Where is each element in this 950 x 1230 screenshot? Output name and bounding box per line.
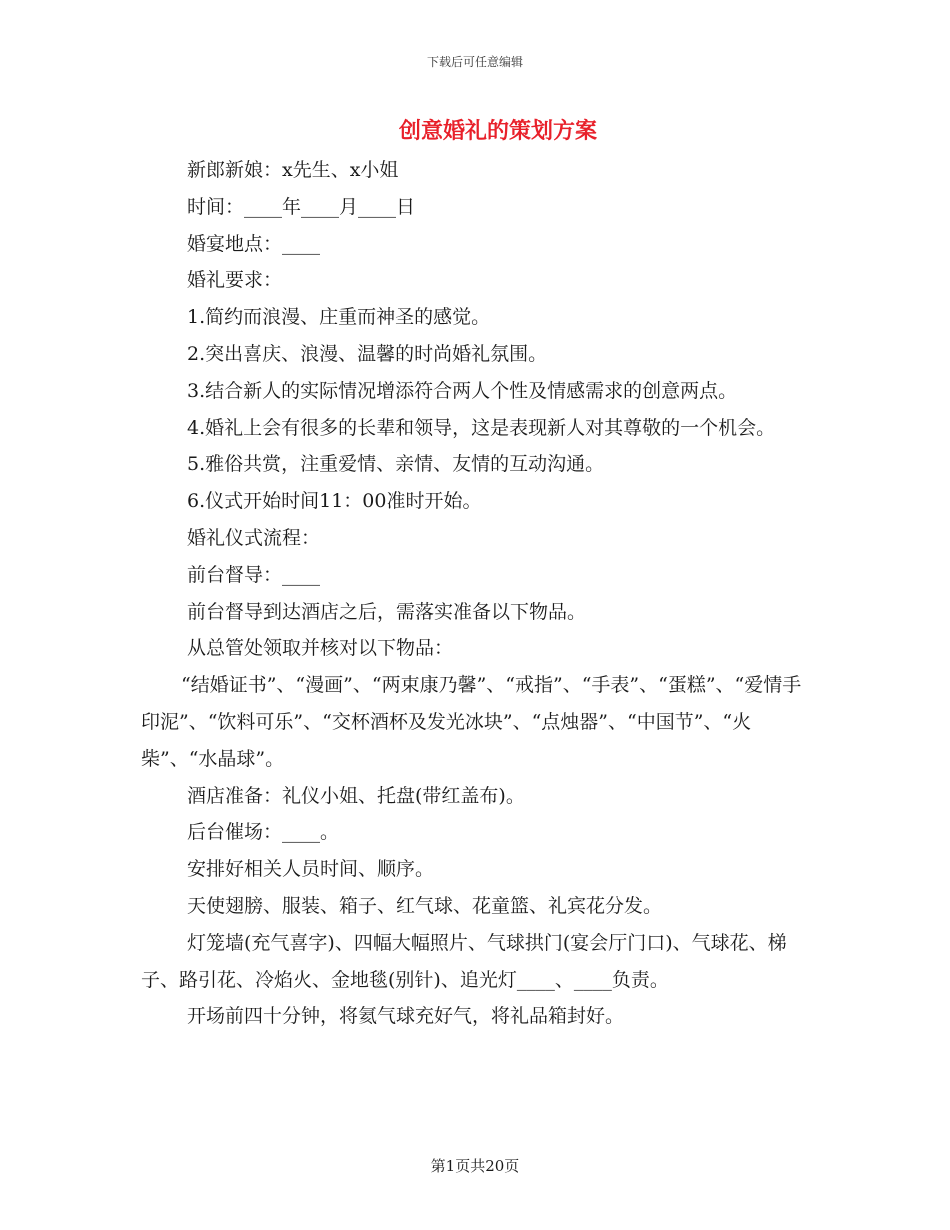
paragraph-requirement-2: 2.突出喜庆、浪漫、温馨的时尚婚礼氛围。 [187, 342, 548, 365]
paragraph-hotel-prep: 酒店准备：礼仪小姐、托盘(带红盖布)。 [187, 784, 525, 807]
paragraph-front-supervisor: 前台督导：____ [187, 563, 321, 586]
paragraph-requirement-5: 5.雅俗共赏，注重爱情、亲情、友情的互动沟通。 [187, 453, 605, 476]
paragraph-item-list: “结婚证书”、“漫画”、“两束康乃馨”、“戒指”、“手表”、“蛋糕”、“爱情手印泥”、“饮料可乐”、“交杯酒杯及发光冰块”、“点烛器”、“中国节”、“火柴”、“水晶球”。 [141, 674, 802, 770]
page-header: 下载后可任意编辑 [426, 55, 523, 69]
paragraph-requirements-heading: 婚礼要求： [187, 269, 283, 292]
document-title: 创意婚礼的策划方案 [398, 118, 597, 144]
paragraph-decorations: 灯笼墙(充气喜字)、四幅大幅照片、气球拱门(宴会厅门口)、气球花、梯子、路引花、冷焰火、金地毯(别针)、追光灯____、____负责。 [141, 931, 787, 991]
paragraph-collect-items: 从总管处领取并核对以下物品： [187, 637, 454, 660]
paragraph-backstage: 后台催场：____。 [187, 821, 340, 844]
page-footer: 第1页共20页 [430, 1157, 520, 1175]
paragraph-schedule: 安排好相关人员时间、顺序。 [187, 858, 435, 881]
paragraph-opening-prep: 开场前四十分钟，将氦气球充好气，将礼品箱封好。 [187, 1005, 625, 1028]
paragraph-venue: 婚宴地点：____ [187, 232, 321, 255]
paragraph-requirement-6: 6.仪式开始时间11：00准时开始。 [187, 490, 482, 513]
paragraph-distribution: 天使翅膀、服装、箱子、红气球、花童篮、礼宾花分发。 [187, 894, 663, 917]
paragraph-date: 时间：____年____月____日 [187, 195, 416, 218]
document-body [141, 152, 803, 1035]
paragraph-requirement-1: 1.简约而浪漫、庄重而神圣的感觉。 [187, 306, 491, 329]
paragraph-requirement-4: 4.婚礼上会有很多的长辈和领导，这是表现新人对其尊敬的一个机会。 [187, 416, 776, 439]
paragraph-couple: 新郎新娘：x先生、x小姐 [187, 159, 399, 181]
paragraph-front-supervisor-task: 前台督导到达酒店之后，需落实准备以下物品。 [187, 600, 587, 623]
paragraph-ceremony-flow: 婚礼仪式流程： [187, 526, 321, 549]
paragraph-requirement-3: 3.结合新人的实际情况增添符合两人个性及情感需求的创意两点。 [187, 379, 738, 402]
